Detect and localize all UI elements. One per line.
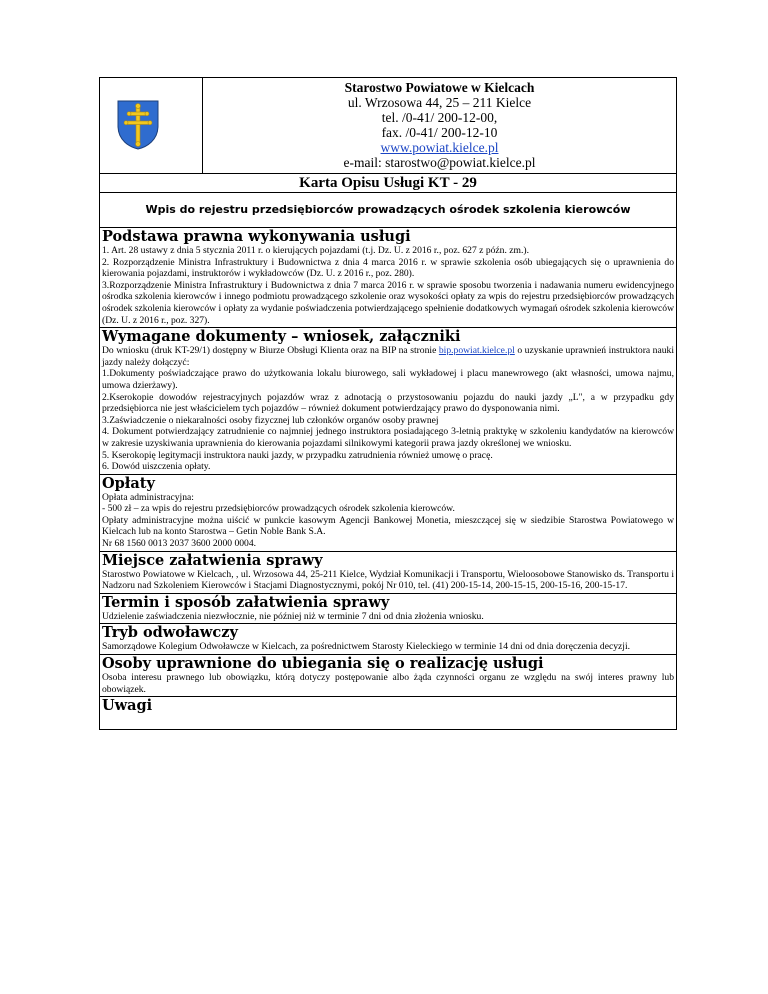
fee-line: Nr 68 1560 0013 2037 3600 2000 0004. — [102, 538, 257, 550]
list-item: 2.Kserokopie dowodów rejestracyjnych pojazdów wraz z adnotacją o przystosowaniu pojazdu do nauki jazdy „L", a w przypadku gdy przedsiębiorca nie jest właścicielem tych pojazdów – również dokument potwierdzający prawo do dysponowania nimi. — [102, 391, 674, 415]
coat-of-arms-icon — [117, 100, 159, 150]
bip-link[interactable]: bip.powiat.kielce.pl — [438, 345, 515, 357]
section-required-documents — [99, 328, 677, 475]
section-title: Tryb odwoławczy — [102, 624, 238, 642]
section-deadline — [99, 594, 677, 625]
section-text: Samorządowe Kolegium Odwoławcze w Kielcach, za pośrednictwem Starosty Kieleckiego w terminie 14 dni od dnia doręczenia decyzji. — [102, 641, 631, 653]
service-subject: Wpis do rejestru przedsiębiorców prowadzących ośrodek szkolenia kierowców — [99, 193, 677, 228]
section-title: Osoby uprawnione do ubiegania się o realizację usługi — [102, 655, 544, 673]
section-legal-basis — [99, 228, 677, 328]
website-link[interactable]: www.powiat.kielce.pl — [380, 140, 499, 155]
section-title: Uwagi — [102, 697, 153, 715]
section-authorized-persons — [99, 655, 677, 697]
list-item: 3.Rozporządzenie Ministra Infrastruktury i Budownictwa z dnia 7 marca 2016 r. w sprawie sposobu tworzenia i nadawania numeru ewidencyjnego ośrodka szkolenia kierowców i innego podmiotu prowadzącego szkolenie oraz wysokości opłaty za wpis do rejestru przedsiębiorców prowadzących ośrodek szkolenia kierowców i opłaty za wydanie poświadczenia potwierdzającego spełnienie dodatkowych wymagań ośrodek szkolenia kierowców (Dz. U. z 2016 r., poz. 327). — [102, 279, 674, 326]
address-block — [203, 78, 676, 173]
section-title: Miejsce załatwienia sprawy — [102, 551, 323, 569]
card-title: Karta Opisu Usługi KT - 29 — [99, 174, 677, 193]
list-item: 6. Dowód uiszczenia opłaty. — [102, 461, 211, 473]
header — [99, 77, 677, 174]
fax: fax. /0-41/ 200-12-10 — [381, 125, 498, 140]
email: e-mail: starostwo@powiat.kielce.pl — [343, 155, 536, 170]
service-card — [99, 77, 677, 730]
section-text: Udzielenie zaświadczenia niezwłocznie, nie później niż w terminie 7 dni od dnia złożenia wniosku. — [102, 610, 484, 622]
list-item: 3.Zaświadczenie o niekaralności osoby fizycznej lub członków organów osoby prawnej — [102, 414, 439, 426]
section-title: Podstawa prawna wykonywania usługi — [102, 228, 411, 245]
fee-line: Opłata administracyjna: — [102, 491, 194, 503]
fee-line: Opłaty administracyjne można uiścić w punkcie kasowym Agencji Bankowej Monetia, mieszczącej się w siedzibie Starostwa Powiatowego w Kielcach lub na konto Starostwa – Getin Noble Bank S.A. — [102, 514, 674, 538]
section-title: Termin i sposób załatwienia sprawy — [102, 593, 390, 611]
section-text: Osoba interesu prawnego lub obowiązku, którą dotyczy postępowanie albo żąda czynności organu ze względu na swój interes prawny lub obowiązek. — [102, 672, 674, 695]
intro-continuation: o uzyskanie uprawnień instruktora nauki jazdy należy dołączyć: — [102, 345, 674, 368]
list-item: 2. Rozporządzenie Ministra Infrastruktury i Budownictwa z dnia 4 marca 2016 r. w sprawie szkolenia osób ubiegających się o uprawnienia do kierowania pojazdami, instruktorów i wykładowców (Dz. U. z 2016 r., poz. 280). — [102, 256, 674, 280]
section-notes — [99, 697, 677, 730]
street-address: ul. Wrzosowa 44, 25 – 211 Kielce — [347, 95, 532, 110]
section-text: Starostwo Powiatowe w Kielcach, , ul. Wrzosowa 44, 25-211 Kielce, Wydział Komunikacji i Transportu, Wieloosobowe Stanowisko ds. Transportu i Nadzoru nad Szkoleniem Kierowców i Stacjami Diagnostycznymi, pokój Nr 010, tel. (41) 200-15-14, 200-15-15, 200-15-16, 200-15-17. — [102, 568, 674, 592]
list-item: 1.Dokumenty poświadczające prawo do użytkowania lokalu biurowego, sali wykładowej i placu manewrowego (akt własności, umowa najmu, umowa dzierżawy). — [102, 368, 674, 391]
fee-line: - 500 zł – za wpis do rejestru przedsiębiorców prowadzących ośrodek szkolenia kierowców. — [102, 503, 455, 515]
office-name: Starostwo Powiatowe w Kielcach — [344, 80, 535, 95]
section-place — [99, 552, 677, 594]
list-item: 5. Kserokopię legitymacji instruktora nauki jazdy, w przypadku zatrudnienia również umowę o pracę. — [102, 449, 493, 461]
intro-text: Do wniosku (druk KT-29/1) dostępny w Biurze Obsługi Klienta oraz na BIP na stronie — [102, 345, 437, 357]
section-title: Wymagane dokumenty – wniosek, załączniki — [102, 328, 461, 346]
list-item: 1. Art. 28 ustawy z dnia 5 stycznia 2011 r. o kierujących pojazdami (t.j. Dz. U. z 2016 r., poz. 627 z późn. zm.). — [102, 245, 529, 256]
phone: tel. /0-41/ 200-12-00, — [381, 110, 498, 125]
section-appeal — [99, 624, 677, 655]
list-item: 4. Dokument potwierdzający zatrudnienie co najmniej jednego instruktora posiadającego 3-letnią praktykę w szkoleniu kandydatów na kierowców w zakresie uzyskiwania uprawnienia do kierowania pojazdami silnikowymi kategorii prawa jazdy określonej we wniosku. — [102, 426, 674, 449]
documents-intro — [102, 345, 674, 368]
section-title: Opłaty — [102, 474, 155, 492]
section-fees — [99, 475, 677, 552]
logo-cell — [100, 78, 203, 173]
